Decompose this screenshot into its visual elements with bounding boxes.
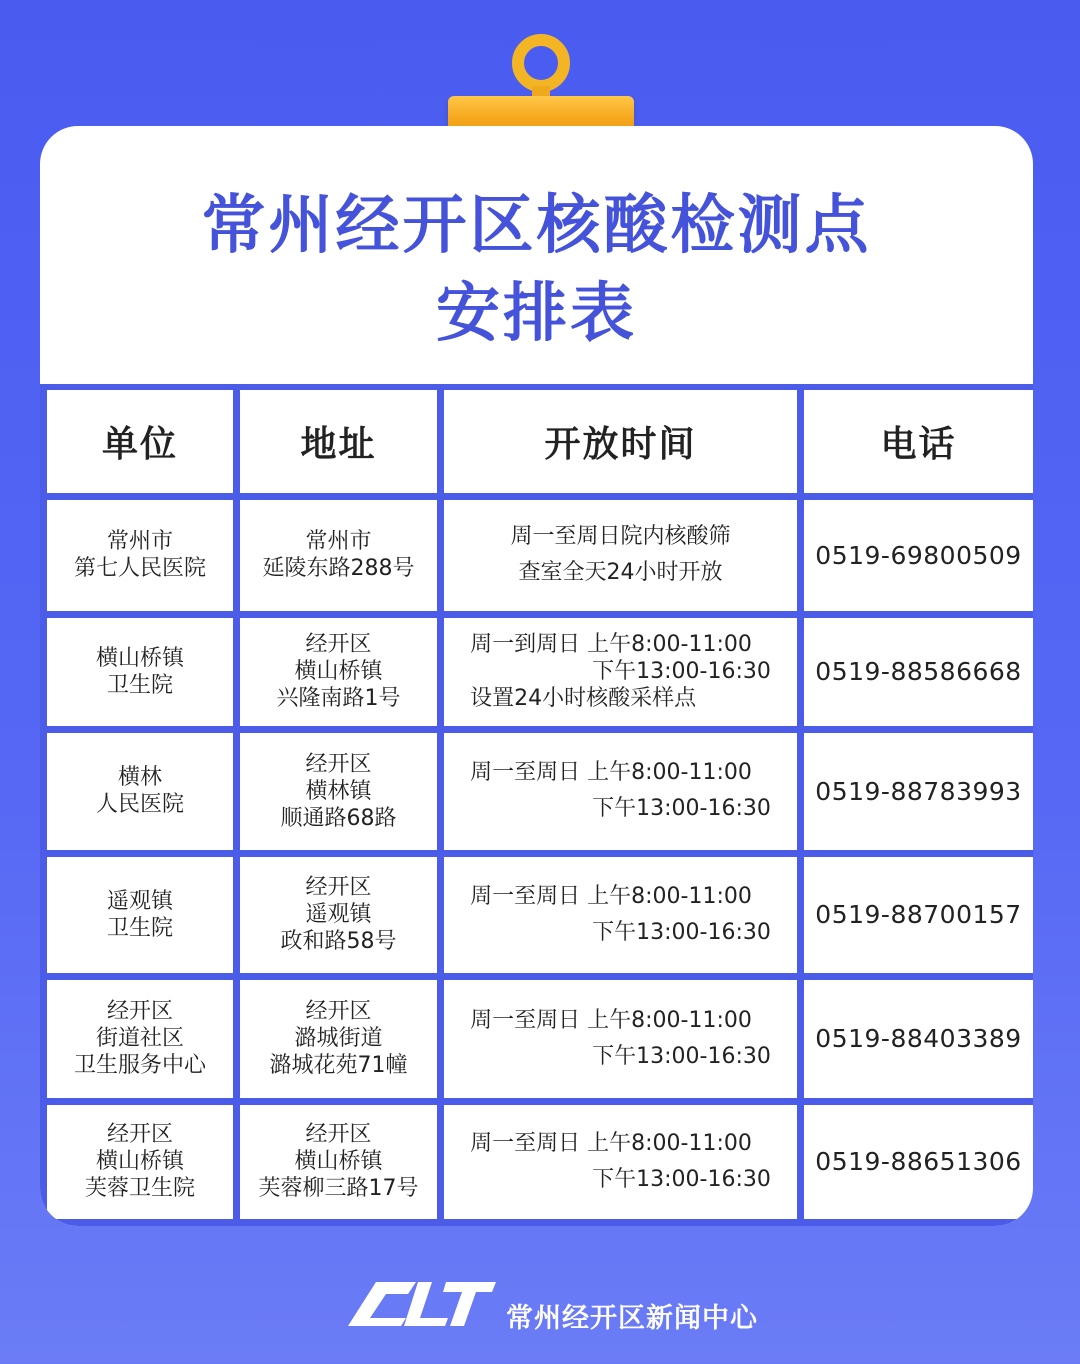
phone-cell: 0519-69800509 <box>801 496 1034 614</box>
address-line: 兴隆南路1号 <box>276 686 401 712</box>
hours-block <box>470 755 771 827</box>
hours-cell <box>441 1101 801 1222</box>
hours-block <box>470 879 771 951</box>
unit-line: 第七人民医院 <box>73 556 206 582</box>
unit-cell <box>44 1101 237 1222</box>
address-line: 经开区 <box>305 875 372 901</box>
page-title <box>40 182 1033 358</box>
unit-line: 横山桥镇 <box>95 1149 184 1175</box>
address-cell <box>237 976 441 1101</box>
unit-line: 卫生院 <box>106 672 173 698</box>
phone-cell: 0519-88700157 <box>801 853 1034 976</box>
unit-line: 芙蓉卫生院 <box>84 1176 195 1202</box>
unit-line: 横林 <box>117 765 162 791</box>
hours-line: 下午13:00-16:30 <box>592 796 771 822</box>
table-row <box>44 496 1034 614</box>
address-line: 经开区 <box>305 751 372 777</box>
address-line: 潞城街道 <box>294 1026 383 1052</box>
address-line: 横山桥镇 <box>294 659 383 685</box>
hours-line: 下午13:00-16:30 <box>592 1043 771 1069</box>
title-line-1: 常州经开区核酸检测点 <box>201 189 872 263</box>
address-line: 政和路58号 <box>280 929 397 955</box>
unit-cell <box>44 853 237 976</box>
address-line: 潞城花苑71幢 <box>269 1053 408 1079</box>
address-cell <box>237 614 441 729</box>
hours-line: 下午13:00-16:30 <box>592 659 771 685</box>
address-cell <box>237 496 441 614</box>
unit-cell <box>44 729 237 853</box>
hours-line: 下午13:00-16:30 <box>592 1166 771 1192</box>
clt-logo-icon <box>346 1274 501 1332</box>
table-row <box>44 853 1034 976</box>
table-row <box>44 976 1034 1101</box>
hours-block <box>470 1003 771 1075</box>
header-phone: 电话 <box>801 387 1034 496</box>
table-row <box>44 729 1034 853</box>
unit-line: 卫生院 <box>106 915 173 941</box>
address-cell <box>237 853 441 976</box>
hours-line: 周一至周日 上午8:00-11:00 <box>470 1007 752 1033</box>
address-line: 延陵东路288号 <box>262 556 415 582</box>
phone-cell: 0519-88403389 <box>801 976 1034 1101</box>
address-line: 经开区 <box>305 632 372 658</box>
clip-ring <box>512 34 570 92</box>
address-line: 遥观镇 <box>305 902 372 928</box>
phone-cell: 0519-88651306 <box>801 1101 1034 1222</box>
hours-cell <box>441 729 801 853</box>
address-cell <box>237 1101 441 1222</box>
hours-block <box>470 1126 771 1198</box>
hours-line: 周一至周日 上午8:00-11:00 <box>470 760 752 786</box>
header-address: 地址 <box>237 387 441 496</box>
phone-cell: 0519-88783993 <box>801 729 1034 853</box>
hours-line: 周一至周日 上午8:00-11:00 <box>470 883 752 909</box>
unit-line: 经开区 <box>106 999 173 1025</box>
table-row <box>44 1101 1034 1222</box>
schedule-card <box>40 126 1033 1226</box>
testing-sites-table <box>40 384 1033 1226</box>
title-line-2: 安排表 <box>436 277 637 351</box>
unit-line: 卫生服务中心 <box>73 1053 206 1079</box>
unit-cell <box>44 976 237 1101</box>
footer-brand <box>346 1268 776 1336</box>
unit-line: 人民医院 <box>95 792 184 818</box>
address-line: 常州市 <box>305 529 372 555</box>
address-line: 横林镇 <box>305 778 372 804</box>
hours-line: 周一至周日 上午8:00-11:00 <box>470 1130 752 1156</box>
address-line: 芙蓉柳三路17号 <box>258 1176 419 1202</box>
table-header-row <box>44 387 1034 496</box>
hours-cell <box>441 496 801 614</box>
unit-line: 横山桥镇 <box>95 645 184 671</box>
unit-cell <box>44 614 237 729</box>
hours-cell <box>441 976 801 1101</box>
address-cell <box>237 729 441 853</box>
unit-line: 遥观镇 <box>106 888 173 914</box>
unit-line: 街道社区 <box>95 1026 184 1052</box>
address-line: 经开区 <box>305 1122 372 1148</box>
phone-cell: 0519-88586668 <box>801 614 1034 729</box>
address-line: 横山桥镇 <box>294 1149 383 1175</box>
hours-line: 设置24小时核酸采样点 <box>470 686 697 712</box>
brand-name: 常州经开区新闻中心 <box>506 1303 758 1334</box>
address-line: 顺通路68路 <box>280 805 397 831</box>
hours-cell <box>441 614 801 729</box>
unit-line: 常州市 <box>106 529 173 555</box>
hours-line: 周一到周日 上午8:00-11:00 <box>470 632 752 658</box>
table-row <box>44 614 1034 729</box>
unit-line: 经开区 <box>106 1122 173 1148</box>
hours-line: 周一至周日院内核酸筛 <box>510 524 731 550</box>
hours-block <box>470 631 771 712</box>
header-unit: 单位 <box>44 387 237 496</box>
hours-line: 下午13:00-16:30 <box>592 919 771 945</box>
unit-cell <box>44 496 237 614</box>
hours-line: 查室全天24小时开放 <box>518 560 723 586</box>
address-line: 经开区 <box>305 999 372 1025</box>
header-hours: 开放时间 <box>441 387 801 496</box>
hours-cell <box>441 853 801 976</box>
